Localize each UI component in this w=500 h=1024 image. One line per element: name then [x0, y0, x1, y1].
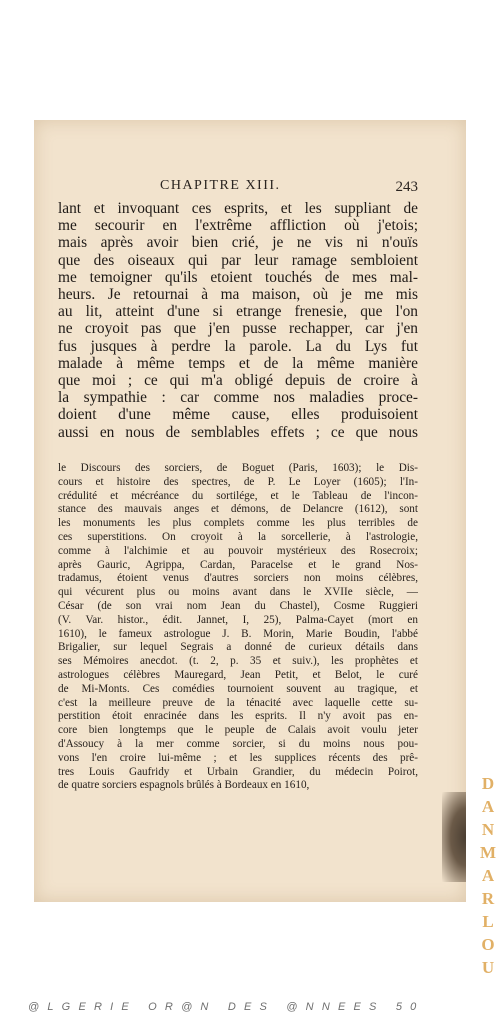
note-line: le Discours des sorciers, de Boguet (Paris, 1603); le Dis-	[58, 462, 418, 474]
note-line: vons l'en croire lui-même ; et les supplices récents des prê-	[58, 751, 418, 764]
text-line: heurs. Je retournai à ma maison, où je me mis	[58, 286, 418, 304]
text-line: lant et invoquant ces esprits, et les suppliant de	[58, 200, 418, 217]
note-line: d'Assoucy à la mer comme sorcier, si du moins nous pou-	[58, 737, 418, 750]
note-line: cours et histoire des spectres, de P. Le Loyer (1605); l'In-	[58, 475, 418, 488]
note-line: qui vécurent plus ou moins avant dans le XVIIe siècle, —	[58, 586, 418, 599]
main-text-block	[58, 200, 418, 441]
watermark-letter: L	[482, 912, 494, 931]
note-line: c'est la meilleure preuve de la ténacité avec laquelle cette su-	[58, 696, 418, 709]
watermark-letter: N	[481, 820, 495, 839]
page-number: 243	[395, 179, 418, 195]
note-line: après Gauric, Agrippa, Cardan, Paracelse et le grand Nos-	[58, 558, 418, 571]
note-line: Brigalier, sur lequel Segrais a donné de curieux détails dans	[58, 641, 418, 654]
scanned-book-page	[34, 120, 466, 902]
note-line: César (de son vrai nom Jean du Chastel), Cosme Ruggieri	[58, 599, 418, 612]
note-line: ces superstitions. On croyoit à la sorcellerie, à l'astrologie,	[58, 530, 418, 543]
note-line: comme à l'alchimie et au pouvoir mystérieux des Rosecroix;	[58, 544, 418, 557]
running-head	[58, 178, 418, 198]
note-line: de Mi-Monts. Ces comédies tournoient souvent au tragique, et	[58, 682, 418, 695]
watermark-letter: M	[479, 843, 497, 862]
note-line: tradamus, étoient venus d'autres sorciers non moins célèbres,	[58, 572, 418, 585]
text-line: que moi ; ce qui m'a obligé depuis de croire à	[58, 372, 418, 390]
note-line: de quatre sorciers espagnols brûlés à Bordeaux en 1610,	[58, 779, 310, 792]
note-line: astrologues célèbres Mauregard, Jean Petit, et Belot, le curé	[58, 668, 418, 681]
note-line: (V. Var. histor., édit. Jannet, I, 25), Palma-Cayet (mort en	[58, 613, 418, 626]
watermark-letter: A	[481, 797, 495, 816]
page-edge-shadow	[442, 792, 466, 882]
text-line: me temoigner qu'ils etoient touchés de mes mal-	[58, 268, 418, 286]
watermark-letter: D	[481, 774, 495, 793]
footnote-block	[58, 462, 418, 793]
side-watermark	[478, 772, 498, 979]
text-line: au lit, atteint d'une si etrange frenesie, que l'on	[58, 303, 418, 321]
note-line: perstition étoit enracinée dans les esprits. Il n'y avoit pas en-	[58, 710, 418, 723]
footer-caption: @LGERIE OR@N DES @NNEES 50	[28, 1001, 425, 1013]
note-line: ses Mémoires anecdot. (t. 2, p. 35 et suiv.), les prophètes et	[58, 655, 418, 668]
text-line: mais après avoir bien crié, je ne vis ni n'ouïs	[58, 234, 418, 252]
watermark-letter: R	[481, 889, 495, 908]
chapter-title: CHAPITRE XIII.	[160, 178, 281, 193]
note-line: core bien longtemps que le peuple de Calais avoit voulu jeter	[58, 724, 418, 737]
text-line: que des oiseaux qui par leur ramage sembloient	[58, 251, 418, 269]
text-line: fus jusques à perdre la parole. La du Lys fut	[58, 337, 418, 355]
text-line: malade à même temps et de la même manière	[58, 354, 418, 372]
note-line: les monuments les plus complets comme les plus terribles de	[58, 517, 418, 530]
note-line: crédulité et mécréance du sortilége, et le Tableau de l'incon-	[58, 489, 418, 502]
watermark-letter: U	[481, 958, 495, 977]
note-line: stance des mauvais anges et démons, de Delancre (1612), sont	[58, 503, 418, 516]
text-line: la sympathie : car comme nos maladies proce-	[58, 389, 418, 407]
text-line: aussi en nous de semblables effets ; ce que nous	[58, 423, 418, 441]
text-line: doient d'une même cause, elles produisoient	[58, 406, 418, 424]
text-line: me secourir en l'extrême affliction où j'etois;	[58, 217, 418, 235]
note-line: tres Louis Gaufridy et Urbain Grandier, du médecin Poirot,	[58, 765, 418, 778]
note-line: 1610), le fameux astrologue J. B. Morin, Marie Boudin, l'abbé	[58, 627, 418, 640]
watermark-letter: O	[481, 935, 495, 954]
watermark-letter: A	[481, 866, 495, 885]
text-line: ne croyoit pas que j'en pusse rechapper, car j'en	[58, 320, 418, 338]
